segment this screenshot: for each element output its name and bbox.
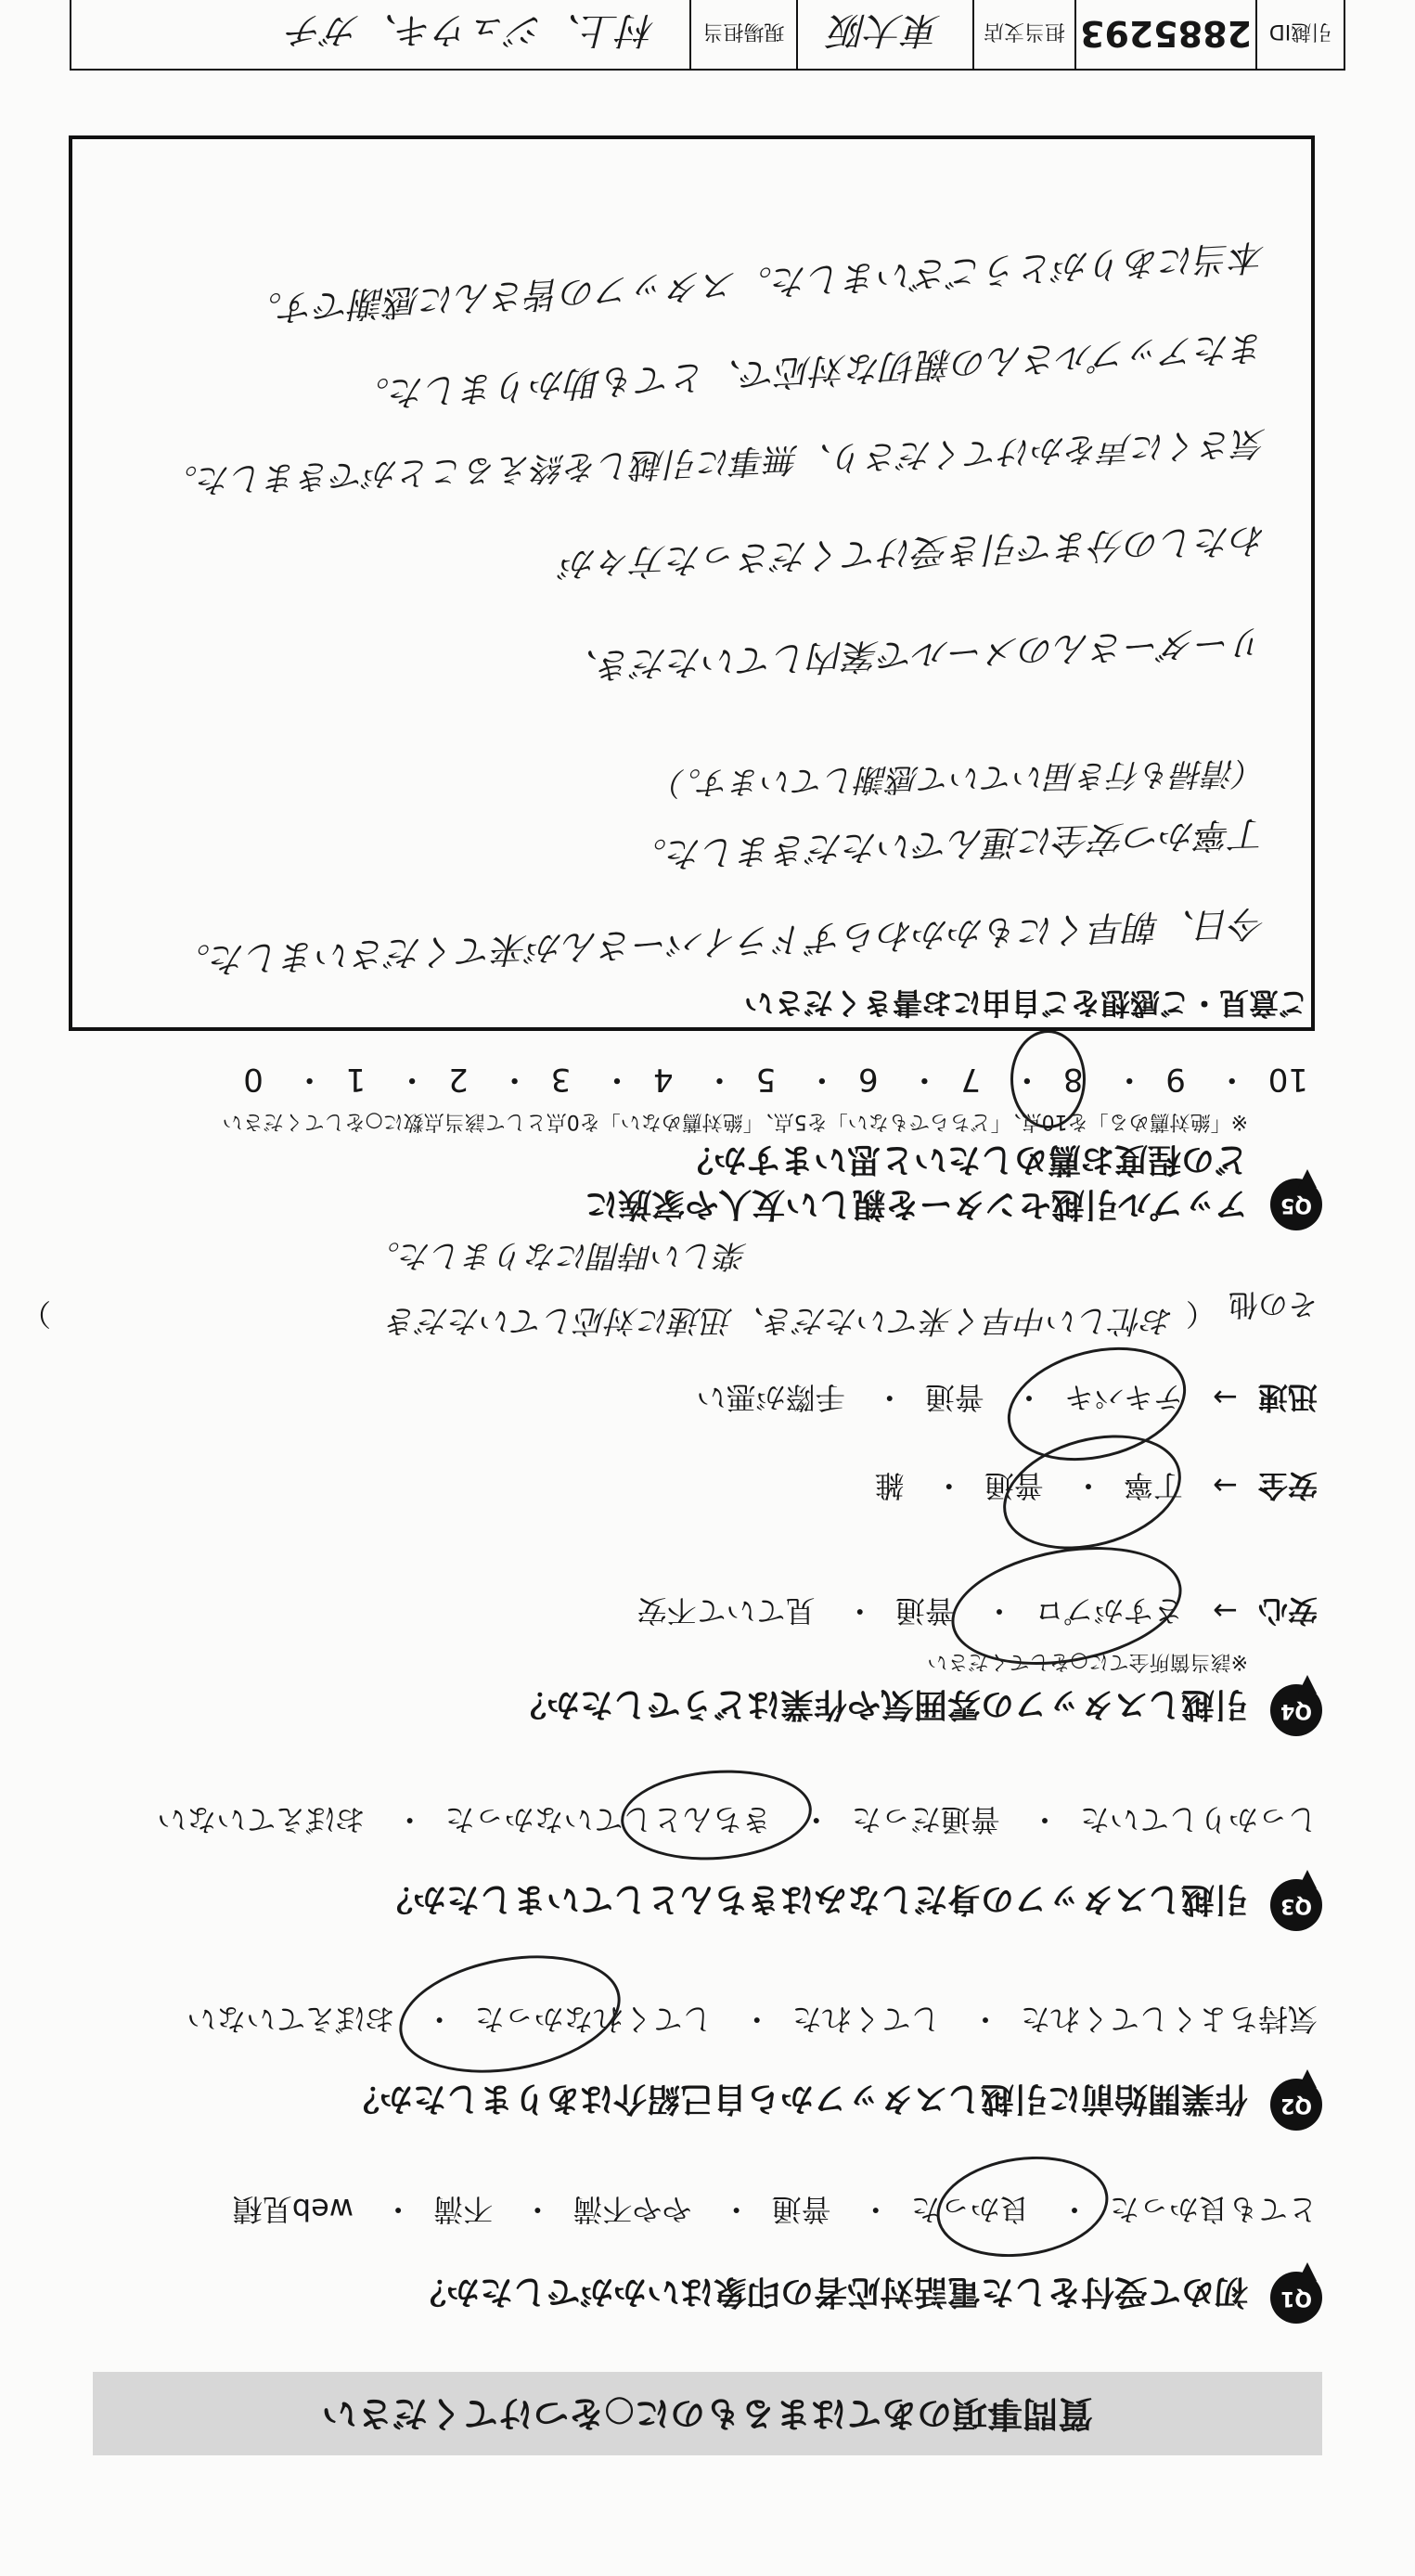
q1-option-6[interactable]: web見積: [232, 2192, 354, 2227]
q4-other-handwriting-1: お忙しい中早く来ていただき、迅速に対応していただき: [386, 1302, 1174, 1339]
q1-option-5[interactable]: 不満: [433, 2192, 494, 2227]
move-id-label: 引越ID: [1255, 0, 1344, 69]
q4-row-anshin: 安心→ さすがプロ・ 普通・ 見ていて不安: [637, 1591, 1318, 1634]
q5-badge: Q5: [1270, 1179, 1322, 1230]
q2-options: 気持ちよくしてくれた・ してくれた・ してくれなかった・ おぼえていない: [187, 2000, 1318, 2042]
q5-note: ※「絶対薦める」を10点、「どちらでもない」を5点、「絶対薦めない」を0点として該当点数に○をしてください: [222, 1110, 1248, 1133]
comment-line-3: （清掃も行き届いていて感謝しています。）: [653, 753, 1267, 802]
q3-badge-tail: [1298, 1870, 1317, 1888]
move-id-value: 2885293: [1074, 0, 1255, 69]
q5-scale: 10・ 9・ 8・ 7・ 6・ 5・ 4・ 3・ 2・ 1・ 0: [243, 1061, 1308, 1098]
q4-other-handwriting-2: 楽しい時間になりました。: [368, 1237, 747, 1274]
q1-option-3[interactable]: 普通: [771, 2192, 831, 2227]
q5-selection-circle: [1010, 1030, 1086, 1128]
q1-option-2[interactable]: 良かった: [910, 2192, 1030, 2227]
q5-question-line-2: どの程度お薦めしたいと思いますか？: [679, 1140, 1248, 1179]
q2-badge-tail: [1298, 2069, 1317, 2088]
q4-row-label: 迅速: [1257, 1380, 1318, 1415]
q4-row3-option-3[interactable]: 手際が悪い: [696, 1380, 845, 1415]
q5-score-0[interactable]: 0: [243, 1061, 264, 1098]
q4-row1-option-3[interactable]: 見ていて不安: [637, 1593, 816, 1629]
q3-option-1[interactable]: しっかりしていた: [1079, 1802, 1318, 1837]
comment-line-7: またアップルさんの親切な対応で、とても助かりました。: [354, 327, 1267, 416]
q4-badge-tail: [1298, 1675, 1317, 1694]
branch-label: 担当支店: [972, 0, 1074, 69]
q4-row-label: 安心: [1257, 1593, 1318, 1629]
q4-row-label: 安全: [1257, 1468, 1318, 1503]
q5-score-3[interactable]: 3: [550, 1061, 572, 1098]
comment-line-8: 本当にありがとうございました。スタッフの皆さんに感謝です。: [246, 236, 1267, 330]
q2-question: 作業開始前に引越しスタッフから自己紹介はありましたか？: [345, 2080, 1248, 2118]
q5-score-1[interactable]: 1: [345, 1061, 367, 1098]
q4-row3-option-1[interactable]: テキパキ: [1063, 1380, 1183, 1415]
instruction-text: 質問事項のあてはまるものに○をつけてください: [321, 2393, 1094, 2434]
q3-option-4[interactable]: おぼえていない: [157, 1802, 366, 1837]
q2-badge: Q2: [1270, 2079, 1322, 2131]
q4-other-open-paren: （: [1185, 1296, 1216, 1332]
comment-line-1: 今日、朝早くにもかかわらずドライバーさんが来てくださいました。: [174, 902, 1267, 982]
comment-line-2: 丁寧かつ安全に運んでいただきました。: [631, 813, 1267, 876]
q2-selection-circle: [390, 1939, 629, 2089]
instruction-banner: [93, 2372, 1322, 2455]
footer-info-table: [70, 0, 1345, 71]
q4-row3-option-2[interactable]: 普通: [924, 1380, 984, 1415]
q4-row2-option-1[interactable]: 丁寧: [1123, 1468, 1183, 1503]
comment-line-4: リーダーさんのメールで案内していただき、: [562, 621, 1267, 688]
q5-score-4[interactable]: 4: [653, 1061, 674, 1098]
q4-other-label: その他: [1228, 1287, 1318, 1322]
q3-option-2[interactable]: 普通だった: [851, 1802, 1000, 1837]
q1-question: 初めて受付をした電話対応者の印象はいかがでしたか？: [412, 2273, 1248, 2311]
q4-note: ※該当箇所全てに○をしてください: [927, 1650, 1248, 1673]
q1-option-1[interactable]: とても良かった: [1109, 2192, 1318, 2227]
q4-row2-option-2[interactable]: 普通: [984, 1468, 1044, 1503]
q2-option-1[interactable]: 気持ちよくしてくれた: [1020, 2002, 1318, 2037]
q2-option-3[interactable]: してくれなかった: [474, 2002, 713, 2037]
q1-badge: Q1: [1270, 2272, 1322, 2324]
q3-option-3[interactable]: きちんとしていなかった: [444, 1802, 772, 1837]
leader-value: 村上、ジュウキ、ガチ: [286, 8, 656, 52]
q3-options: しっかりしていた・ 普通だった・ きちんとしていなかった・ おぼえていない: [157, 1800, 1318, 1843]
q5-score-5[interactable]: 5: [755, 1061, 777, 1098]
q4-badge: Q4: [1270, 1684, 1322, 1736]
q1-badge-tail: [1298, 2262, 1317, 2281]
q4-row1-option-1[interactable]: さすがプロ: [1034, 1593, 1183, 1629]
q4-row-jinsoku: 迅速→ テキパキ・ 普通・ 手際が悪い: [697, 1378, 1318, 1421]
leader-label: 現場担当: [689, 0, 796, 69]
q1-options: とても良かった・ 良かった・ 普通・ やや不満・ 不満・ web見積: [233, 2190, 1318, 2233]
q3-badge: Q3: [1270, 1879, 1322, 1931]
q5-score-2[interactable]: 2: [448, 1061, 469, 1098]
q2-option-4[interactable]: おぼえていない: [187, 2002, 395, 2037]
q4-row1-option-2[interactable]: 普通: [894, 1593, 955, 1629]
q1-option-4[interactable]: やや不満: [572, 2192, 692, 2227]
q4-other-close-paren: ）: [20, 1296, 51, 1332]
q5-score-9[interactable]: 9: [1165, 1061, 1186, 1098]
q5-score-10[interactable]: 10: [1267, 1061, 1308, 1098]
q1-selection-circle: [931, 2146, 1115, 2268]
q5-score-8[interactable]: 8: [1062, 1061, 1084, 1098]
q4-row-anzen: 安全→ 丁寧・ 普通・ 雑: [875, 1466, 1318, 1509]
comment-line-5: わたしの分まで引き受けてくださった方々が: [560, 519, 1267, 586]
q5-score-7[interactable]: 7: [960, 1061, 982, 1098]
q4-row2-option-3[interactable]: 雑: [874, 1468, 905, 1503]
comment-line-6: 気さくに声をかけてくださり、無事に引越しを終えることができました。: [163, 423, 1267, 500]
q3-question: 引越しスタッフの身だしなみはきちんとしていましたか？: [379, 1880, 1248, 1918]
q5-score-6[interactable]: 6: [857, 1061, 879, 1098]
q5-badge-tail: [1298, 1169, 1317, 1188]
q4-question: 引越しスタッフの雰囲気や作業はどうでしたか？: [512, 1685, 1248, 1723]
q5-question-line-1: アップル引越センターを親しい友人や家族に: [585, 1185, 1248, 1223]
branch-value: 東大阪: [796, 0, 972, 69]
q2-option-2[interactable]: してくれた: [791, 2002, 941, 2037]
q3-selection-circle: [618, 1764, 815, 1866]
comments-title: ご意見・ご感想をご自由にお書きください: [743, 985, 1308, 1021]
